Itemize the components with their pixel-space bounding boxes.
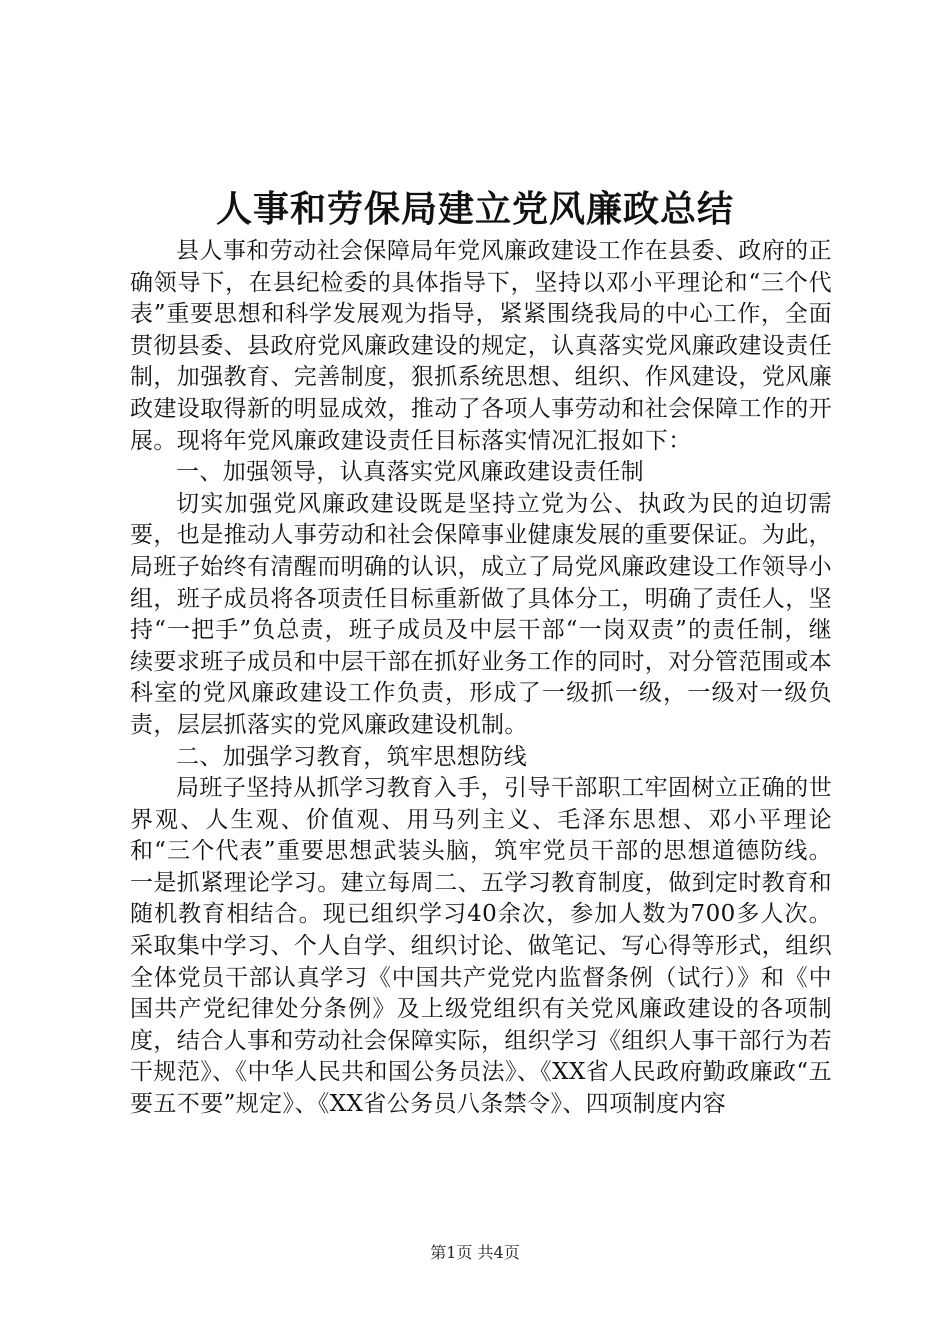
paragraph-intro: 县人事和劳动社会保障局年党风廉政建设工作在县委、政府的正确领导下，在县纪检委的具体指导下，坚持以邓小平理论和“三个代表”重要思想和科学发展观为指导，紧紧围绕我局的中心工作，全面贯彻县委、县政府党风廉政建设的规定，认真落实党风廉政建设责任制，加强教育、完善制度，狠抓系统思想、组织、作风建设，党风廉政建设取得新的明显成效，推动了各项人事劳动和社会保障工作的开展。现将年党风廉政建设责任目标落实情况汇报如下： — [130, 238, 832, 454]
page-number-footer: 第1页 共4页 — [430, 1243, 520, 1262]
paragraph-section-2: 局班子坚持从抓学习教育入手，引导干部职工牢固树立正确的世界观、人生观、价值观、用马列主义、毛泽东思想、邓小平理论和“三个代表”重要思想武装头脑，筑牢党员干部的思想道德防线。一是抓紧理论学习。建立每周二、五学习教育制度，做到定时教育和随机教育相结合。现已组织学习40余次，参加人数为700多人次。采取集中学习、个人自学、组织讨论、做笔记、写心得等形式，组织全体党员干部认真学习《中国共产党党内监督条例（试行）》和《中国共产党纪律处分条例》及上级党组织有关党风廉政建设的各项制度，结合人事和劳动社会保障实际，组织学习《组织人事干部行为若干规范》、《中华人民共和国公务员法》、《XX省人民政府勤政廉政“五要五不要”规定》、《XX省公务员八条禁令》、四项制度内容 — [130, 775, 832, 1118]
section-heading-1: 一、加强领导，认真落实党风廉政建设责任制 — [176, 459, 644, 486]
paragraph-section-1: 切实加强党风廉政建设既是坚持立党为公、执政为民的迫切需要，也是推动人事劳动和社会保障事业健康发展的重要保证。为此，局班子始终有清醒而明确的认识，成立了局党风廉政建设工作领导小组，班子成员将各项责任目标重新做了具体分工，明确了责任人，坚持“一把手”负总责，班子成员及中层干部“一岗双责”的责任制，继续要求班子成员和中层干部在抓好业务工作的同时，对分管范围或本科室的党风廉政建设工作负责，形成了一级抓一级，一级对一级负责，层层抓落实的党风廉政建设机制。 — [130, 490, 832, 738]
document-title: 人事和劳保局建立党风廉政总结 — [215, 188, 734, 230]
document-body — [130, 236, 832, 1121]
section-heading-2: 二、加强学习教育，筑牢思想防线 — [176, 743, 527, 770]
